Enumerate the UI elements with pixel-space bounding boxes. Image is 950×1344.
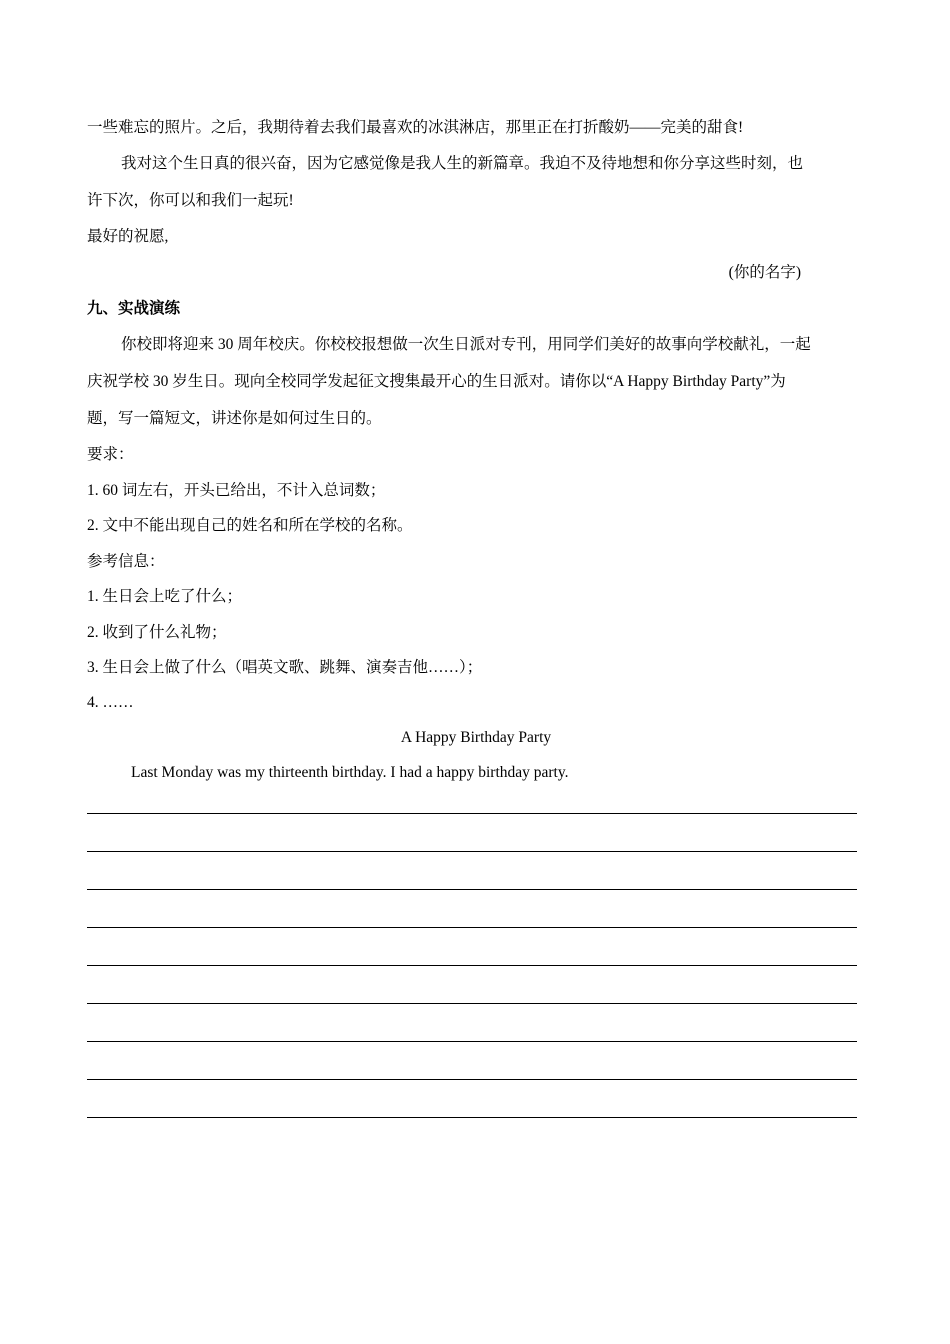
reference-item: 3. 生日会上做了什么（唱英文歌、跳舞、演奏吉他……）；: [87, 659, 483, 676]
writing-line[interactable]: [87, 1041, 857, 1042]
essay-opening: Last Monday was my thirteenth birthday. I had a happy birthday party.: [131, 764, 569, 781]
letter-line-1: 一些难忘的照片。之后，我期待着去我们最喜欢的冰淇淋店，那里正在打折酸奶——完美的甜食!: [87, 119, 744, 136]
letter-paragraph-2-line-1: 我对这个生日真的很兴奋，因为它感觉像是我人生的新篇章。我迫不及待地想和你分享这些时刻，也: [121, 155, 804, 172]
writing-line[interactable]: [87, 965, 857, 966]
reference-item: 2. 收到了什么礼物；: [87, 624, 227, 641]
writing-line[interactable]: [87, 813, 857, 814]
reference-item: 4. ……: [87, 694, 134, 711]
requirement-item: 1. 60 词左右，开头已给出，不计入总词数；: [87, 482, 386, 499]
letter-signature: (你的名字): [728, 264, 801, 281]
writing-line[interactable]: [87, 927, 857, 928]
prompt-line-2: 庆祝学校 30 岁生日。现向全校同学发起征文搜集最开心的生日派对。请你以“A Happy Birthday Party”为: [87, 373, 786, 390]
prompt-line-1: 你校即将迎来 30 周年校庆。你校校报想做一次生日派对专刊，用同学们美好的故事向学校献礼，一起: [121, 336, 811, 353]
writing-line[interactable]: [87, 851, 857, 852]
writing-line[interactable]: [87, 1003, 857, 1004]
section-heading: 九、实战演练: [87, 300, 181, 317]
essay-title: A Happy Birthday Party: [400, 729, 552, 746]
letter-paragraph-2-line-2: 许下次，你可以和我们一起玩!: [87, 192, 294, 209]
writing-line[interactable]: [87, 1079, 857, 1080]
letter-closing: 最好的祝愿,: [87, 228, 169, 245]
reference-item: 1. 生日会上吃了什么；: [87, 588, 243, 605]
writing-line[interactable]: [87, 889, 857, 890]
requirements-label: 要求：: [87, 446, 134, 463]
reference-label: 参考信息：: [87, 553, 165, 570]
prompt-line-3: 题，写一篇短文，讲述你是如何过生日的。: [87, 410, 382, 427]
requirement-item: 2. 文中不能出现自己的姓名和所在学校的名称。: [87, 517, 413, 534]
document-page: [87, 0, 865, 1344]
writing-line[interactable]: [87, 1117, 857, 1118]
